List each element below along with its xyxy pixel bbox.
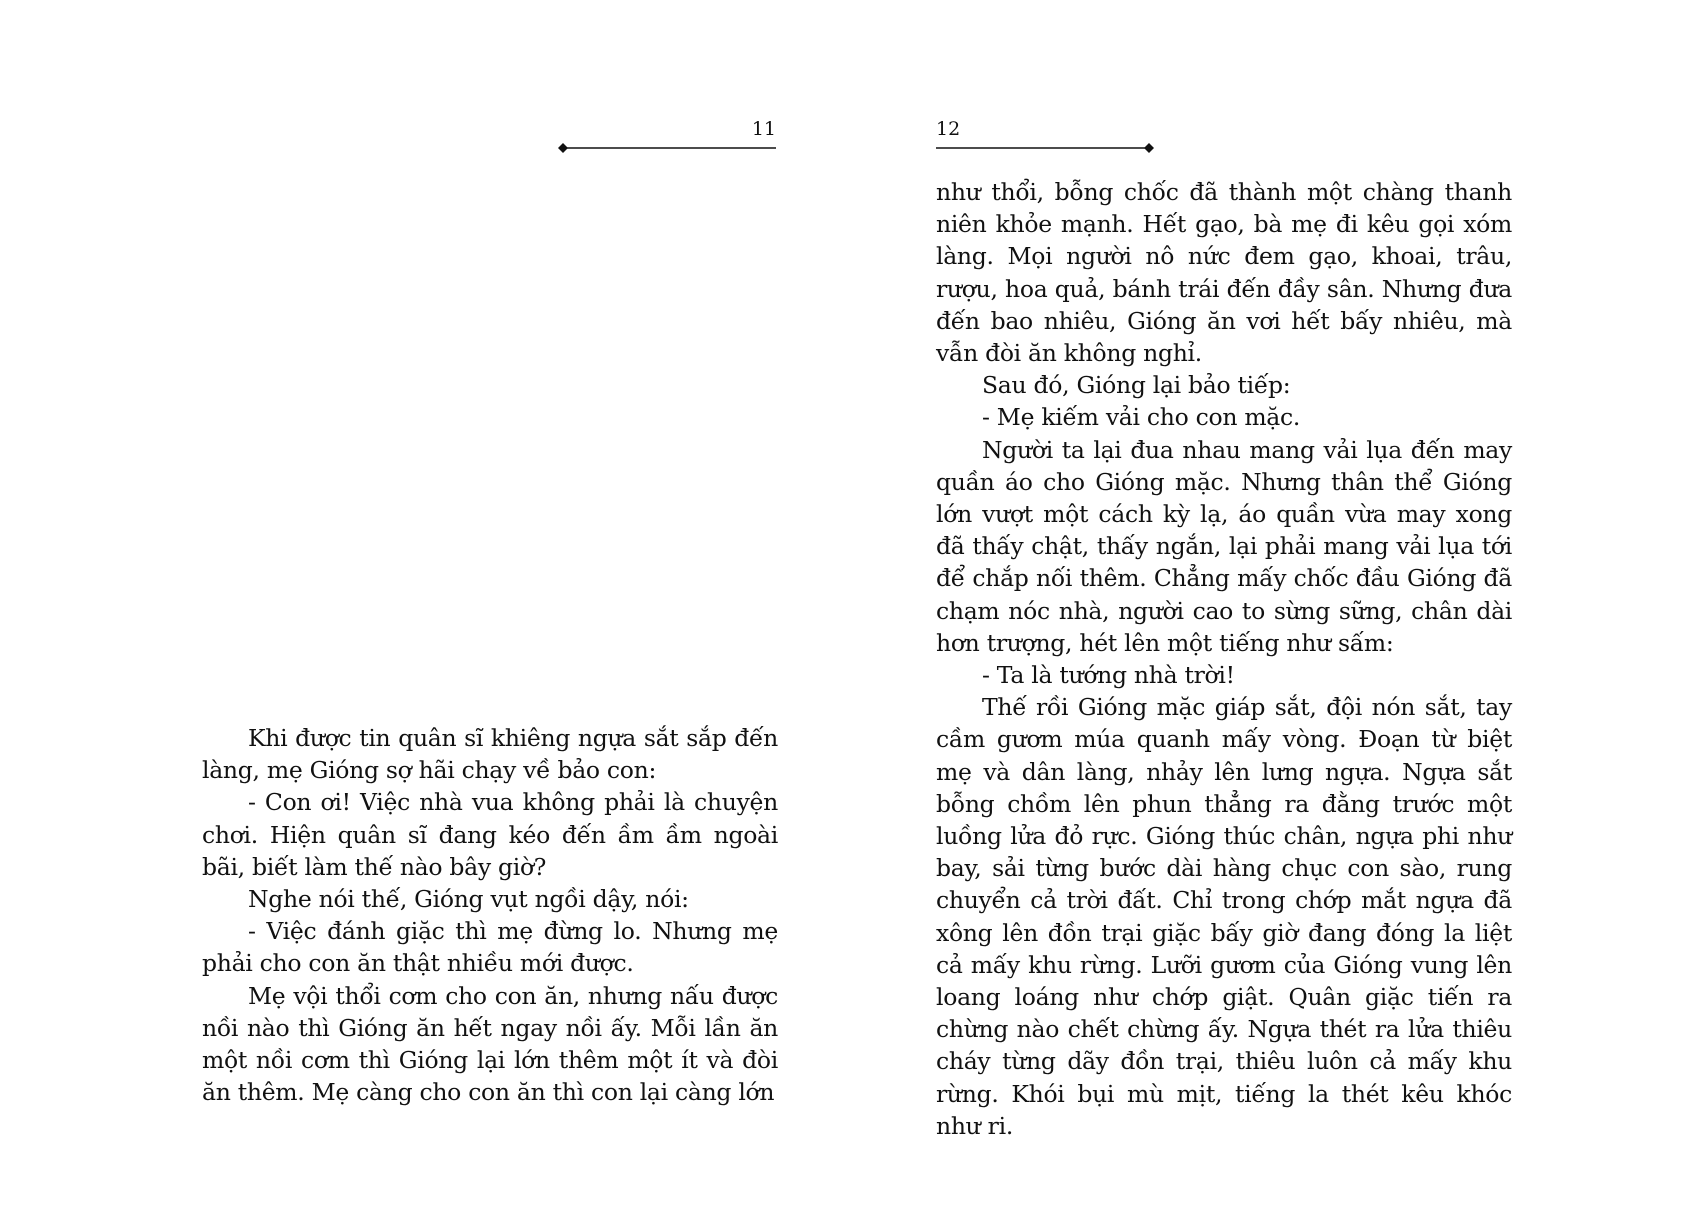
- left-paragraph-3: Nghe nói thế, Gióng vụt ngồi dậy, nói:: [248, 885, 689, 914]
- left-paragraph-2: - Con ơi! Việc nhà vua không phải là chuyện chơi. Hiện quân sĩ đang kéo đến ầm ầm ngoài bãi, biết làm thế nào bây giờ?: [202, 788, 778, 881]
- left-page-body: [202, 722, 778, 1108]
- left-header-rule: [558, 142, 776, 154]
- left-paragraph-1: Khi được tin quân sĩ khiêng ngựa sắt sắp đến làng, mẹ Gióng sợ hãi chạy về bảo con:: [202, 724, 778, 785]
- right-paragraph-6: Thế rồi Gióng mặc giáp sắt, đội nón sắt, tay cầm gươm múa quanh mấy vòng. Đoạn từ biệt mẹ và dân làng, nhảy lên lưng ngựa. Ngựa sắt bỗng chồm lên phun thẳng ra đằng trước một luồng lửa đỏ rực. Gióng thúc chân, ngựa phi như bay, sải từng bước dài hàng chục con sào, rung chuyển cả trời đất. Chỉ trong chớp mắt ngựa đã xông lên đồn trại giặc bấy giờ đang đóng la liệt cả mấy khu rừng. Lưỡi gươm của Gióng vung lên loang loáng như chớp giật. Quân giặc tiến ra chừng nào chết chừng ấy. Ngựa thét ra lửa thiêu cháy từng dãy đồn trại, thiêu luôn cả mấy khu rừng. Khói bụi mù mịt, tiếng la thét kêu khóc như ri.: [936, 693, 1512, 1140]
- right-page-number: 12: [936, 118, 961, 140]
- left-page-number: 11: [751, 118, 776, 140]
- right-page: [850, 0, 1700, 1206]
- right-page-body: [936, 176, 1512, 1142]
- left-paragraph-4: - Việc đánh giặc thì mẹ đừng lo. Nhưng mẹ phải cho con ăn thật nhiều mới được.: [202, 917, 778, 978]
- left-paragraph-5: Mẹ vội thổi cơm cho con ăn, nhưng nấu được nồi nào thì Gióng ăn hết ngay nồi ấy. Mỗi lần ăn một nồi cơm thì Gióng lại lớn thêm một ít và đòi ăn thêm. Mẹ càng cho con ăn thì con lại càng lớn: [202, 981, 778, 1107]
- left-page-header: [558, 118, 776, 148]
- right-paragraph-3: - Mẹ kiếm vải cho con mặc.: [982, 403, 1301, 432]
- right-paragraph-5: - Ta là tướng nhà trời!: [982, 661, 1235, 690]
- right-paragraph-4: Người ta lại đua nhau mang vải lụa đến may quần áo cho Gióng mặc. Nhưng thân thể Gióng lớn vượt một cách kỳ lạ, áo quần vừa may xong đã thấy chật, thấy ngắn, lại phải mang vải lụa tới để chắp nối thêm. Chẳng mấy chốc đầu Gióng đã chạm nóc nhà, người cao to sừng sững, chân dài hơn trượng, hét lên một tiếng như sấm:: [936, 435, 1512, 657]
- right-page-header: [936, 118, 1154, 148]
- right-header-rule: [936, 142, 1154, 154]
- right-paragraph-2: Sau đó, Gióng lại bảo tiếp:: [982, 371, 1291, 400]
- right-paragraph-1: như thổi, bỗng chốc đã thành một chàng thanh niên khỏe mạnh. Hết gạo, bà mẹ đi kêu gọi xóm làng. Mọi người nô nức đem gạo, khoai, trâu, rượu, hoa quả, bánh trái đến đầy sân. Nhưng đưa đến bao nhiêu, Gióng ăn vơi hết bấy nhiêu, mà vẫn đòi ăn không nghỉ.: [936, 178, 1512, 368]
